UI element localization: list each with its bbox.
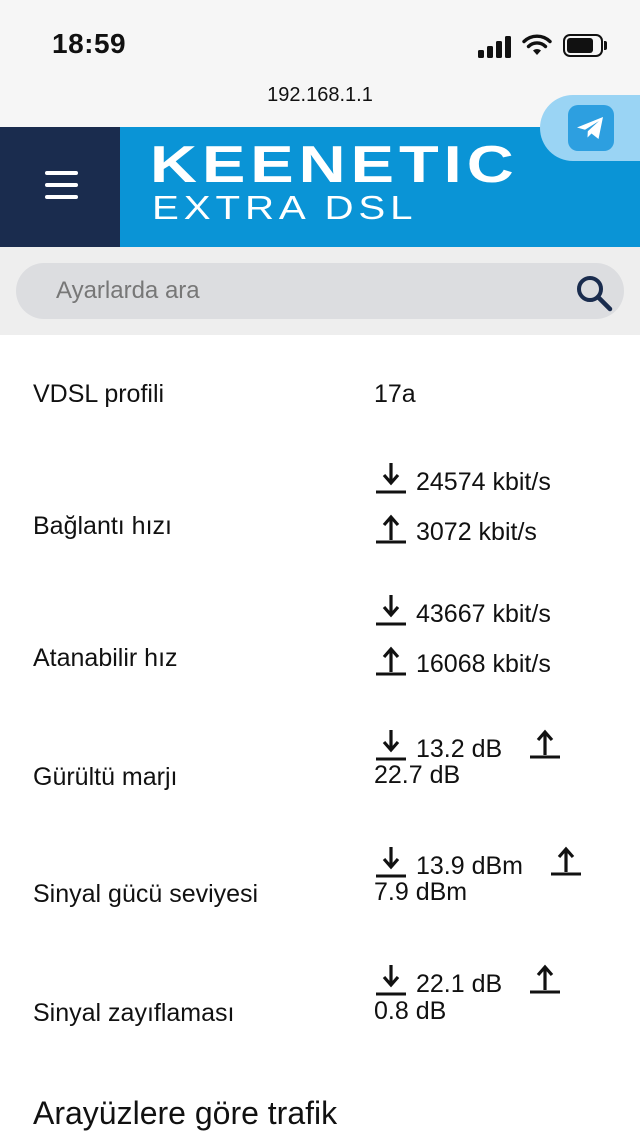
attainable-speed-label: Atanabilir hız — [33, 644, 178, 672]
upload-arrow-icon — [374, 510, 408, 544]
brand-logo-line2: EXTRA DSL — [152, 189, 418, 226]
signal-power-up: 7.9 dBm — [374, 878, 468, 906]
vdsl-profile-label: VDSL profili — [33, 380, 165, 408]
attainable-speed-up-row — [374, 642, 551, 679]
connection-speed-up: 3072 kbit/s — [416, 518, 537, 546]
search-placeholder: Ayarlarda ara — [56, 277, 200, 304]
attainable-speed-down: 43667 kbit/s — [416, 600, 551, 628]
download-arrow-icon — [374, 962, 408, 996]
noise-margin-up: 22.7 dB — [374, 761, 461, 789]
upload-arrow-icon — [374, 642, 408, 676]
signal-power-label: Sinyal gücü seviyesi — [33, 880, 259, 908]
search-input[interactable] — [16, 263, 624, 319]
attenuation-up: 0.8 dB — [374, 997, 447, 1025]
cellular-signal-icon — [478, 36, 512, 58]
telegram-icon — [568, 105, 614, 151]
wifi-icon — [522, 33, 552, 57]
noise-margin-label: Gürültü marjı — [33, 763, 178, 791]
telegram-button[interactable] — [540, 95, 640, 161]
noise-margin-down-row — [374, 725, 562, 764]
attenuation-down: 22.1 dB — [416, 970, 503, 998]
connection-speed-down: 24574 kbit/s — [416, 468, 551, 496]
status-bar — [0, 0, 640, 80]
download-arrow-icon — [374, 592, 408, 626]
noise-margin-down: 13.2 dB — [416, 735, 503, 763]
upload-arrow-icon — [549, 842, 583, 876]
upload-arrow-icon — [528, 725, 562, 759]
download-arrow-icon — [374, 727, 408, 761]
upload-arrow-icon — [528, 960, 562, 994]
signal-power-down-row — [374, 842, 583, 881]
download-arrow-icon — [374, 844, 408, 878]
menu-button[interactable] — [0, 127, 120, 247]
download-arrow-icon — [374, 460, 408, 494]
connection-speed-up-row — [374, 510, 537, 547]
brand-logo-line1: KEENETIC — [150, 136, 519, 194]
hamburger-icon — [45, 171, 78, 175]
connection-speed-down-row — [374, 460, 551, 497]
battery-icon — [563, 34, 607, 57]
status-time: 18:59 — [52, 28, 127, 59]
search-area — [0, 247, 640, 335]
attainable-speed-up: 16068 kbit/s — [416, 650, 551, 678]
attenuation-down-row — [374, 960, 562, 999]
vdsl-profile-value: 17a — [374, 380, 416, 408]
search-icon[interactable] — [574, 273, 614, 313]
hamburger-icon — [45, 195, 78, 199]
attainable-speed-down-row — [374, 592, 551, 629]
url-text: 192.168.1.1 — [267, 84, 373, 106]
hamburger-icon — [45, 183, 78, 187]
attenuation-label: Sinyal zayıflaması — [33, 999, 235, 1027]
signal-power-down: 13.9 dBm — [416, 852, 524, 880]
section-title-traffic: Arayüzlere göre trafik — [33, 1095, 338, 1131]
connection-speed-label: Bağlantı hızı — [33, 512, 172, 540]
